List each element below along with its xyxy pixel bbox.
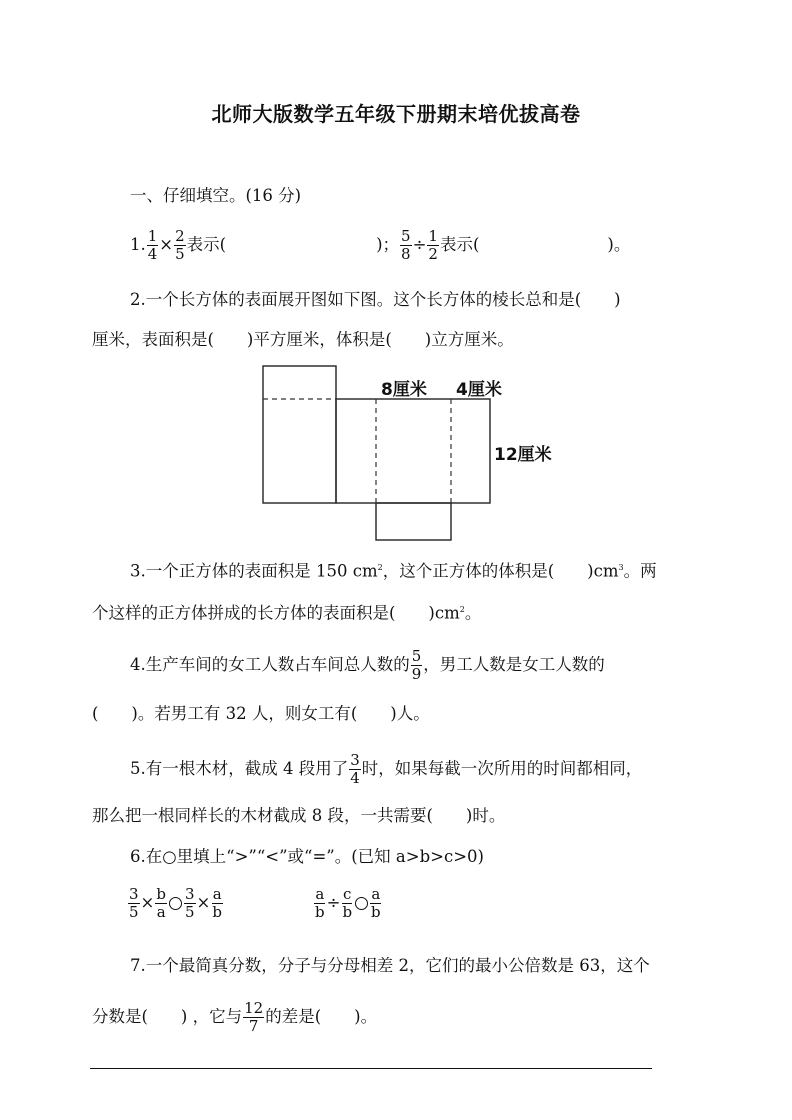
question-7-line-1: 7.一个最简真分数，分子与分母相差 2，它们的最小公倍数是 63，这个 [130, 956, 650, 975]
question-3-line-1: 3.一个正方体的表面积是 150 $cm^2$，这个正方体的体积是( )$cm^3$。两 [130, 561, 657, 581]
q1-text-3: 表示( [439, 235, 480, 254]
question-1 [130, 228, 630, 263]
question-4-line-2: ( )。若男工有 32 人，则女工有( )人。 [92, 704, 430, 723]
question-6-line-1: 6.在○里填上“>”“<”或“=”。(已知 a>b>c>0) [130, 847, 484, 866]
q1-number: 1. [130, 235, 146, 254]
q1-text-2: )； [376, 235, 400, 254]
q1-divide: ÷ [412, 235, 427, 254]
q1-fraction-1: $\frac{1}{4}$ [147, 227, 158, 263]
q1-fraction-2: $\frac{2}{5}$ [175, 227, 185, 263]
label-length: 8厘米 [381, 380, 427, 400]
net-bottom-face [376, 503, 451, 540]
compare-circle-1[interactable] [169, 897, 182, 910]
net-center-strip [336, 399, 490, 503]
page-title: 北师大版数学五年级下册期末培优拔高卷 [211, 102, 581, 126]
q1-text-1: 表示( [186, 235, 227, 254]
question-3-line-2: 个这样的正方体拼成的长方体的表面积是( )$cm^2$。 [92, 603, 482, 623]
q5-fraction: $\frac{3}{4}$ [350, 751, 360, 787]
q1-times: × [159, 235, 174, 254]
compare-circle-2[interactable] [355, 897, 368, 910]
net-left-face [263, 366, 336, 503]
q6-expression-1: $\frac{3}{5}$ × $\frac{b}{a}$ $\frac{3}{5}$ × $\frac{a}{b}$ [129, 885, 222, 921]
q1-fraction-4: $\frac{1}{2}$ [428, 227, 438, 263]
q7-fraction: $\frac{12}{7}$ [244, 999, 264, 1035]
question-4-line-1: 4.生产车间的女工人数占车间总人数的 $\frac{5}{9}$ ，男工人数是女工人数的 [130, 647, 605, 683]
q1-text-4: )。 [607, 235, 631, 254]
question-7-line-2: 分数是( ) ，它与 $\frac{12}{7}$ 的差是( )。 [92, 999, 378, 1035]
question-5-line-2: 那么把一根同样长的木材截成 8 段，一共需要( )时。 [92, 806, 506, 825]
q6-expression-2: $\frac{a}{b}$ ÷ $\frac{c}{b}$ $\frac{a}{b}$ [315, 885, 381, 921]
section-heading: 一、仔细填空。(16 分) [130, 186, 302, 205]
question-2-line-2: 厘米，表面积是( )平方厘米，体积是( )立方厘米。 [92, 330, 514, 349]
bottom-rule [90, 1068, 652, 1069]
question-5-line-1: 5.有一根木材，截成 4 段用了 $\frac{3}{4}$ 时，如果每截一次所用的时间都相同， [130, 751, 643, 787]
q1-fraction-3: $\frac{5}{8}$ [401, 227, 411, 263]
box-net-diagram [258, 360, 578, 549]
q4-fraction: $\frac{5}{9}$ [411, 647, 422, 683]
question-2-line-1: 2.一个长方体的表面展开图如下图。这个长方体的棱长总和是( ) [130, 290, 621, 309]
label-width: 4厘米 [456, 380, 502, 400]
label-height: 12厘米 [494, 445, 552, 465]
